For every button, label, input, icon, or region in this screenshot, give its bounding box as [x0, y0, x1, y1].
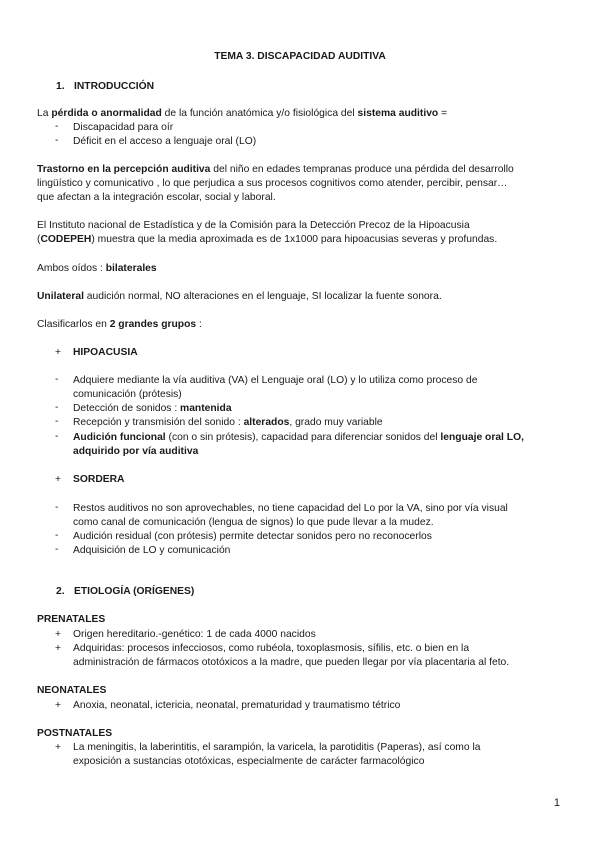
plus-bullet: + — [55, 474, 62, 485]
paragraph-instituto-line-1: El Instituto nacional de Estadística y de la Comisión para la Detección Precoz de la Hipoacusia — [37, 220, 470, 231]
hipoacusia-item-3: Recepción y transmisión del sonido : alterados, grado muy variable — [73, 417, 383, 428]
hipoacusia-item-2: Detección de sonidos : mantenida — [73, 403, 232, 414]
postnatales-item-1-line-2: exposición a sustancias ototóxicas, especialmente de carácter farmacológico — [73, 756, 425, 767]
paragraph-bilaterales: Ambos oídos : bilaterales — [37, 263, 157, 274]
section-1-number: 1. — [56, 81, 65, 92]
dash-bullet: - — [55, 135, 59, 146]
section-2-number: 2. — [56, 586, 65, 597]
dash-bullet: - — [55, 416, 59, 427]
paragraph-trastorno-line-3: que afectan a la integración escolar, social y laboral. — [37, 192, 276, 203]
page-number: 1 — [553, 797, 560, 809]
paragraph-clasificarlos: Clasificarlos en 2 grandes grupos : — [37, 319, 202, 330]
paragraph-trastorno-line-1: Trastorno en la percepción auditiva del niño en edades tempranas produce una pérdida del desarrollo — [37, 164, 514, 175]
paragraph-instituto-line-2: (CODEPEH) muestra que la media aproximada es de 1x1000 para hipoacusias severas y profundas. — [37, 234, 498, 245]
dash-bullet: - — [55, 544, 59, 555]
sordera-item-1-line-2: como canal de comunicación (lengua de signos) lo que pude llevar a la mudez. — [73, 517, 434, 528]
section-1-heading: INTRODUCCIÓN — [74, 81, 155, 92]
plus-bullet: + — [55, 643, 62, 654]
hipoacusia-item-1-line-1: Adquiere mediante la vía auditiva (VA) el Lenguaje oral (LO) y lo utiliza como proceso de — [73, 375, 478, 386]
prenatales-item-2-line-1: Adquiridas: procesos infecciosos, como rubéola, toxoplasmosis, sífilis, etc. o bien en la — [73, 643, 470, 654]
plus-bullet: + — [55, 347, 62, 358]
list-item: Discapacidad para oír — [73, 122, 174, 133]
hipoacusia-item-4-line-1: Audición funcional (con o sin prótesis), capacidad para diferenciar sonidos del lenguaje oral LO, — [73, 432, 524, 443]
dash-bullet: - — [55, 121, 59, 132]
plus-bullet: + — [55, 742, 62, 753]
hipoacusia-item-4-line-2: adquirido por vía auditiva — [73, 446, 199, 457]
paragraph-intro: La pérdida o anormalidad de la función anatómica y/o fisiológica del sistema auditivo = — [37, 108, 448, 119]
document-title: TEMA 3. DISCAPACIDAD AUDITIVA — [214, 51, 386, 62]
list-item: Déficit en el acceso a lenguaje oral (LO) — [73, 136, 257, 147]
dash-bullet: - — [55, 374, 59, 385]
hipoacusia-item-1-line-2: comunicación (prótesis) — [73, 389, 182, 400]
hipoacusia-heading: HIPOACUSIA — [73, 347, 138, 358]
postnatales-item-1-line-1: La meningitis, la laberintitis, el sarampión, la varicela, la parotiditis (Paperas), así como la — [73, 742, 481, 753]
sordera-item-1-line-1: Restos auditivos no son aprovechables, no tiene capacidad del Lo por la VA, sino por vía visual — [73, 503, 508, 514]
dash-bullet: - — [55, 402, 59, 413]
neonatales-item-1: Anoxia, neonatal, ictericia, neonatal, prematuridad y traumatismo tétrico — [73, 700, 401, 711]
prenatales-item-1: Origen hereditario.-genético: 1 de cada 4000 nacidos — [73, 629, 316, 640]
postnatales-heading: POSTNATALES — [37, 728, 113, 739]
dash-bullet: - — [55, 431, 59, 442]
prenatales-heading: PRENATALES — [37, 614, 106, 625]
sordera-item-3: Adquisición de LO y comunicación — [73, 545, 231, 556]
neonatales-heading: NEONATALES — [37, 685, 107, 696]
paragraph-unilateral: Unilateral audición normal, NO alteraciones en el lenguaje, SI localizar la fuente sonora. — [37, 291, 442, 302]
sordera-item-2: Audición residual (con prótesis) permite detectar sonidos pero no reconocerlos — [73, 531, 432, 542]
prenatales-item-2-line-2: administración de fármacos ototóxicos a la madre, que pueden llegar por vía placentaria al feto. — [73, 657, 510, 668]
plus-bullet: + — [55, 700, 62, 711]
section-2-heading: ETIOLOGÍA (ORÍGENES) — [74, 586, 195, 597]
sordera-heading: SORDERA — [73, 474, 125, 485]
dash-bullet: - — [55, 502, 59, 513]
paragraph-trastorno-line-2: lingüístico y comunicativo , lo que perjudica a sus procesos cognitivos como atender, percibir, pensar… — [37, 178, 508, 189]
dash-bullet: - — [55, 530, 59, 541]
plus-bullet: + — [55, 629, 62, 640]
